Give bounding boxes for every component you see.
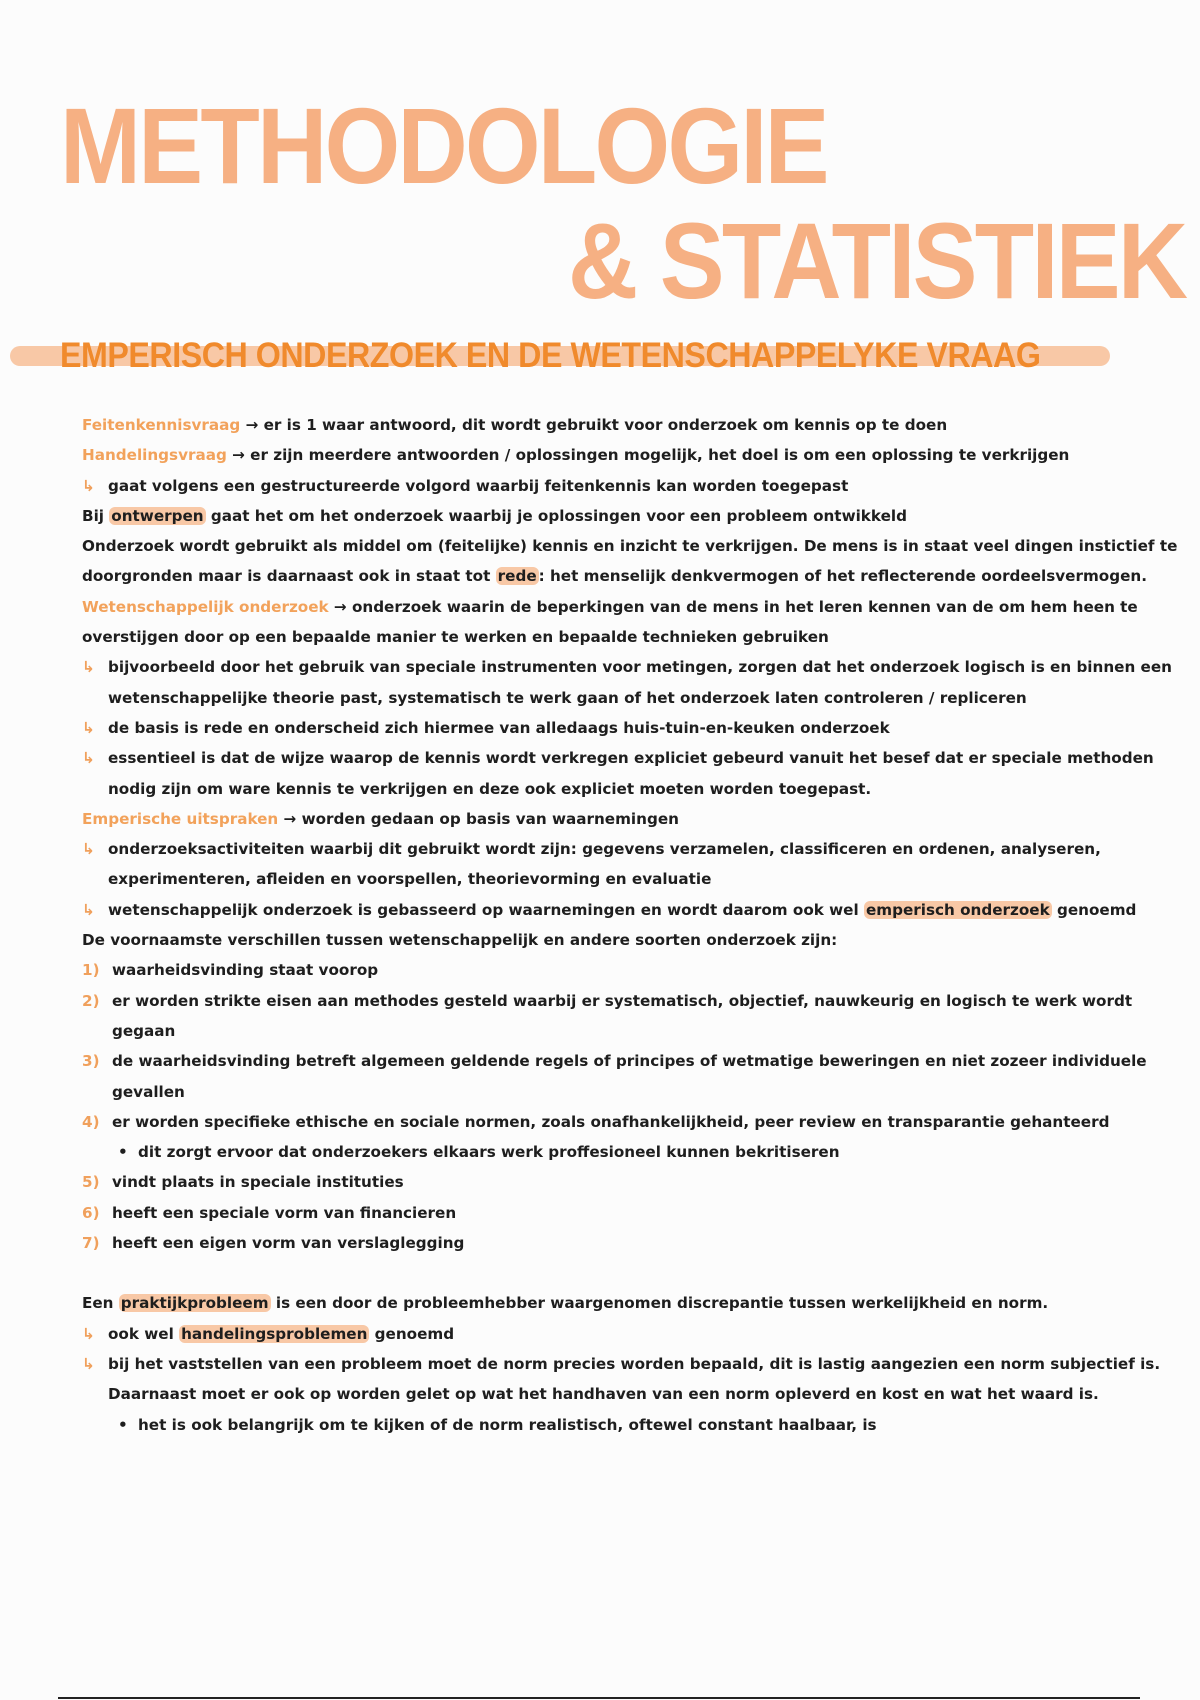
sub-point-text: onderzoeksactiviteiten waarbij dit gebruikt wordt zijn: gegevens verzamelen, classificeren en ordenen, analyseren, experimenteren, afleiden en voorspellen, theorievorming en evaluatie: [108, 840, 1101, 889]
text-segment: wetenschappelijk onderzoek is gebasseerd op waarnemingen en wordt daarom ook wel: [108, 900, 864, 919]
text-segment: ook wel: [108, 1324, 180, 1343]
bullet-icon: •: [118, 1143, 128, 1162]
arrow-icon: →: [333, 597, 347, 616]
item-number: 2): [82, 991, 100, 1010]
item-number: 1): [82, 961, 100, 980]
paragraph-verschillen: De voornaamste verschillen tussen wetenschappelijk en andere soorten onderzoek zijn:: [82, 931, 838, 950]
paragraph-praktijkprobleem: [82, 1288, 1187, 1318]
sub-point-text: de basis is rede en onderscheid zich hiermee van alledaags huis-tuin-en-keuken onderzoek: [108, 718, 890, 737]
highlight-rede: rede: [497, 567, 537, 586]
term-emperische-uitspraken: Emperische uitspraken: [82, 809, 279, 828]
text-segment: gaat het om het onderzoek waarbij je oplossingen voor een probleem ontwikkeld: [205, 506, 907, 525]
text-segment: : het menselijk denkvermogen of het reflecterende oordeelsvermogen.: [538, 567, 1147, 586]
sub-point-text: bijvoorbeeld door het gebruik van speciale instrumenten voor metingen, zorgen dat het onderzoek logisch is en binnen een wetenschappelijke theorie past, systematisch te werk gaan of het onderzoek laten controleren / repliceren: [108, 658, 1172, 707]
term-handelingsvraag: Handelingsvraag: [82, 446, 227, 465]
item-text: waarheidsvinding staat voorop: [112, 961, 379, 980]
bullet-point: [82, 1137, 1187, 1167]
paragraph-wetenschappelijk-onderzoek: [82, 592, 1187, 653]
sub-arrow-icon: ↳: [82, 749, 95, 768]
bullet-point: [82, 1410, 1187, 1440]
sub-point-text: bij het vaststellen van een probleem moet de norm precies worden bepaald, dit is lastig aangezien een norm subjectief is. Daarnaast moet er ook op worden gelet op wat het handhaven van een norm opleverd en kost en wat het waard is.: [108, 1354, 1161, 1404]
arrow-icon: →: [232, 446, 245, 465]
sub-point: [82, 1319, 1187, 1349]
text-segment: genoemd: [369, 1324, 455, 1343]
highlight-praktijkprobleem: praktijkprobleem: [120, 1294, 269, 1313]
item-text: er worden strikte eisen aan methodes gesteld waarbij er systematisch, objectief, nauwkeurig en logisch te werk wordt gegaan: [112, 991, 1133, 1040]
sub-arrow-icon: ↳: [82, 840, 95, 859]
sub-arrow-icon: ↳: [82, 1354, 95, 1373]
sub-point: [82, 652, 1187, 713]
spacer: [82, 1258, 1187, 1288]
sub-point: [82, 1349, 1187, 1410]
sub-point-text: essentieel is dat de wijze waarop de kennis wordt verkregen expliciet gebeurd vanuit het besef dat er speciale methoden nodig zijn om ware kennis te verkrijgen en deze ook expliciet moeten worden toegepast.: [108, 749, 1154, 798]
arrow-icon: →: [283, 809, 297, 828]
arrow-icon: →: [245, 416, 259, 434]
sub-point: [82, 895, 1187, 925]
item-text: er worden specifieke ethische en sociale normen, zoals onafhankelijkheid, peer review en transparantie gehanteerd: [112, 1112, 1110, 1131]
numbered-item: [82, 955, 1187, 985]
sub-point: [82, 834, 1187, 895]
text-segment: is een door de probleemhebber waargenomen discrepantie tussen werkelijkheid en norm.: [270, 1294, 1049, 1313]
text-segment: Onderzoek wordt gebruikt als middel om (feitelijke) kennis en inzicht te verkrijgen. De mens is in staat veel dingen instictief te doorgronden maar is daarnaast ook in staat tot: [82, 537, 1178, 586]
paragraph-feitenkennisvraag: [82, 410, 1187, 440]
paragraph-emperische-uitspraken: [82, 804, 1187, 834]
sub-arrow-icon: ↳: [82, 658, 95, 677]
text-segment: Een: [82, 1294, 119, 1313]
highlight-ontwerpen: ontwerpen: [111, 506, 204, 525]
paragraph-handelingsvraag: [82, 440, 1187, 470]
sub-point: [82, 471, 1187, 501]
item-text: heeft een speciale vorm van financieren: [112, 1203, 457, 1222]
bullet-text: dit zorgt ervoor dat onderzoekers elkaars werk proffesioneel kunnen bekritiseren: [138, 1143, 840, 1162]
highlight-handelingsproblemen: handelingsproblemen: [181, 1324, 368, 1343]
sub-arrow-icon: ↳: [82, 476, 95, 495]
text-segment: genoemd: [1051, 900, 1137, 919]
paragraph-rede: [82, 531, 1187, 592]
item-number: 4): [82, 1112, 100, 1131]
title-methodologie: METHODOLOGIE: [60, 85, 827, 206]
numbered-item: [82, 1198, 1187, 1228]
numbered-item: [82, 1046, 1187, 1107]
numbered-item: [82, 986, 1187, 1047]
definition-text: er zijn meerdere antwoorden / oplossingen mogelijk, het doel is om een oplossing te verkrijgen: [244, 446, 1070, 465]
sub-arrow-icon: ↳: [82, 718, 95, 737]
sub-point: [82, 743, 1187, 804]
item-number: 7): [82, 1234, 100, 1253]
definition-text: worden gedaan op basis van waarnemingen: [296, 809, 679, 828]
definition-text: er is 1 waar antwoord, dit wordt gebruikt voor onderzoek om kennis op te doen: [258, 416, 948, 434]
numbered-item: [82, 1107, 1187, 1137]
item-number: 5): [82, 1173, 100, 1192]
item-number: 3): [82, 1052, 100, 1071]
item-number: 6): [82, 1203, 100, 1222]
bottom-rule: [58, 1697, 1140, 1699]
item-text: vindt plaats in speciale instituties: [112, 1173, 404, 1192]
title-statistiek: & STATISTIEK: [568, 200, 1186, 321]
paragraph-ontwerpen: [82, 501, 1187, 531]
bullet-text: het is ook belangrijk om te kijken of de norm realistisch, oftewel constant haalbaar, is: [138, 1415, 877, 1434]
term-wetenschappelijk-onderzoek: Wetenschappelijk onderzoek: [82, 597, 329, 616]
definition-text: onderzoek waarin de beperkingen van de mens in het leren kennen van de om hem heen te overstijgen door op een bepaalde manier te werken en bepaalde technieken gebruiken: [82, 597, 1138, 647]
highlight-emperisch-onderzoek: emperisch onderzoek: [865, 900, 1050, 919]
term-feitenkennisvraag: Feitenkennisvraag: [82, 416, 241, 434]
sub-arrow-icon: ↳: [82, 900, 95, 919]
item-text: de waarheidsvinding betreft algemeen geldende regels of principes of wetmatige beweringen en niet zozeer individuele gevallen: [112, 1052, 1147, 1101]
sub-point: [82, 713, 1187, 743]
sub-point-text: gaat volgens een gestructureerde volgord waarbij feitenkennis kan worden toegepast: [108, 476, 849, 495]
section-subtitle: EMPERISCH ONDERZOEK EN DE WETENSCHAPPELYKE VRAAG: [60, 336, 1041, 375]
text-segment: Bij: [82, 506, 110, 525]
sub-arrow-icon: ↳: [82, 1324, 95, 1343]
item-text: heeft een eigen vorm van verslaglegging: [112, 1234, 465, 1253]
notes-body: [82, 410, 1187, 1440]
bullet-icon: •: [118, 1415, 128, 1434]
numbered-item: [82, 1167, 1187, 1197]
numbered-item: [82, 1228, 1187, 1258]
